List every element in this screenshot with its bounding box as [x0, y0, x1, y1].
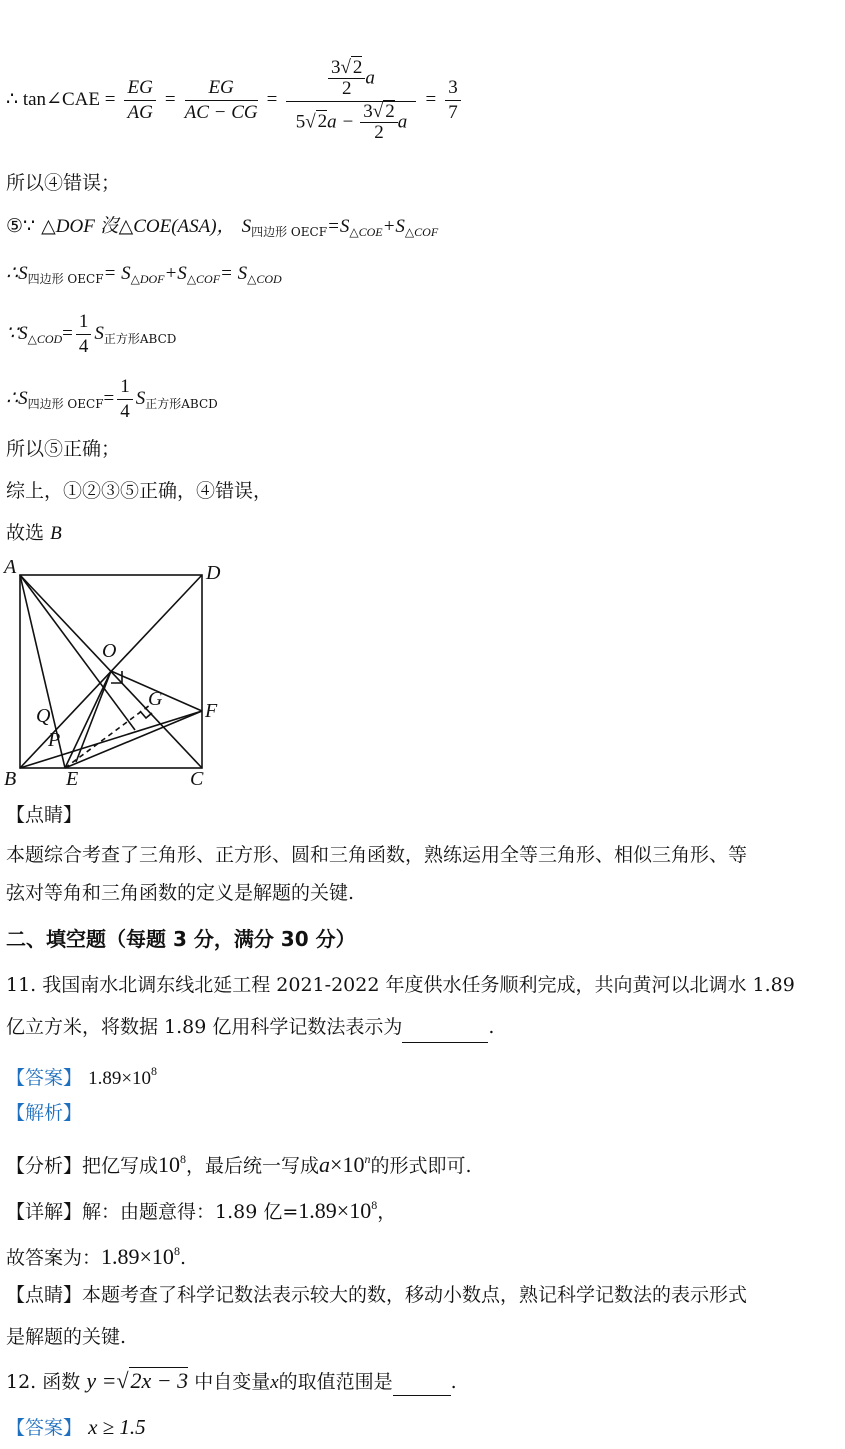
- frac-den: AG: [127, 101, 153, 123]
- fraction-eg-ag: [124, 76, 155, 125]
- label-O: O: [102, 640, 117, 662]
- q12-blank: [393, 1369, 451, 1396]
- line-4-wrong: 所以④错误；: [6, 172, 121, 194]
- line-area-sum: $\therefore S_{四边形 OECF}= S_{\triangle DOF}+S_{\triangle COF}= S_{\triangle COD}$: [6, 263, 282, 286]
- fraction-complex: [286, 58, 416, 143]
- fraction-quarter: $\frac{1}{4}$: [117, 375, 133, 424]
- q12-question: 12. 函数 y =√2x − 3 中自变量x的取值范围是 .: [6, 1368, 457, 1396]
- q11-dianjing: [6, 1280, 836, 1352]
- tan-prefix: ∴ tan∠CAE =: [6, 89, 116, 110]
- comment1-body: [6, 840, 836, 908]
- q11-question: [6, 970, 836, 1043]
- label-F: F: [205, 700, 218, 722]
- label-A: A: [4, 556, 17, 578]
- q11-line2: 亿立方米，将数据 1.89 亿用科学记数法表示为 .: [6, 1012, 836, 1043]
- label-B: B: [4, 768, 17, 790]
- comment1-line2: 弦对等角和三角函数的定义是解题的关键.: [6, 882, 355, 904]
- q11-guda: 故答案为：$1.89\times 10^8$.: [6, 1244, 186, 1269]
- label-G: G: [148, 688, 163, 710]
- q11-answer: 【答案】 $1.89\times 10^8$: [6, 1064, 158, 1089]
- label-Q: Q: [36, 705, 51, 727]
- line-summary: 综上，①②③⑤正确，④错误，: [6, 480, 273, 502]
- fraction-quarter: $\frac{1}{4}$: [76, 310, 92, 359]
- label-P: P: [48, 729, 61, 751]
- frac-num: EG: [185, 76, 258, 101]
- line-5-proof: ⑤∵ △DOF 沒△COE(ASA)， $S_{四边形 OECF}=S_{\triangle COE}+S_{\triangle COF}$: [6, 215, 439, 239]
- prefix: ⑤∵: [6, 215, 36, 237]
- label-D: D: [206, 562, 221, 584]
- q11-blank: [402, 1012, 488, 1043]
- q11-dianjing-line2: 是解题的关键.: [6, 1326, 127, 1348]
- q11-line1: 11. 我国南水北调东线北延工程 2021-2022 年度供水任务顺利完成，共向黄河以北调水 1.89: [6, 974, 795, 996]
- comment1-head: 【点睛】: [6, 804, 83, 826]
- inner-frac-den: $\frac{3√ 2}{2}$: [360, 102, 397, 143]
- frac-den: AC − CG: [184, 101, 258, 123]
- section-title: 二、填空题（每题 3 分，满分 30 分）: [6, 927, 356, 951]
- complex-den: 5√ 2a − $\frac{3√ 2}{2}$ a: [295, 100, 408, 143]
- line-5-correct: 所以⑤正确；: [6, 438, 121, 460]
- fraction-eg-ac-cg: [185, 76, 258, 125]
- q11-analysis-tag: 【解析】: [6, 1102, 83, 1124]
- q11-fenxi: 【分析】把亿写成$10^8$，最后统一写成$a\times 10^n$的形式即可.: [6, 1152, 472, 1177]
- line-oecf-quarter: $\therefore S_{四边形 OECF}=$ $\frac{1}{4}$ $S_{正方形ABCD}$: [6, 375, 218, 422]
- line-cod-quarter: $\because S_{\triangle COD}=$ $\frac{1}{4}$ $S_{正方形ABCD}$: [6, 310, 177, 357]
- label-C: C: [190, 768, 204, 790]
- inner-frac-num: $\frac{3√ 2}{2}$: [328, 58, 365, 99]
- tan-equation: ∴ tan∠CAE = $\frac{EG}{AG}$ = $\frac{EG}{AC - CG}$ = $\frac{3√ 2}{2}$ a 5√ 2a − $\frac{3√ 2}{2}$ a = $\frac{3}{7}$: [6, 44, 464, 154]
- fraction-result: $\frac{3}{7}$: [445, 76, 461, 125]
- line-choose: 故选 B: [6, 522, 62, 544]
- geometry-figure: [0, 555, 240, 790]
- complex-num: $\frac{3√ 2}{2}$ a: [286, 58, 416, 102]
- q12-answer: 【答案】 x ≥ 1.5: [6, 1415, 146, 1439]
- q11-dianjing-line1: 【点睛】本题考查了科学记数法表示较大的数，移动小数点，熟记科学记数法的表示形式: [6, 1284, 748, 1306]
- q11-xiangjie: 【详解】解：由题意得：1.89 亿$=1.89\times 10^8$，: [6, 1198, 397, 1223]
- comment1-line1: 本题综合考查了三角形、正方形、圆和三角函数，熟练运用全等三角形、相似三角形、等: [6, 844, 748, 866]
- congruence: △DOF 沒△COE(ASA)，: [41, 216, 236, 237]
- label-E: E: [66, 768, 79, 790]
- frac-num: EG: [124, 76, 155, 101]
